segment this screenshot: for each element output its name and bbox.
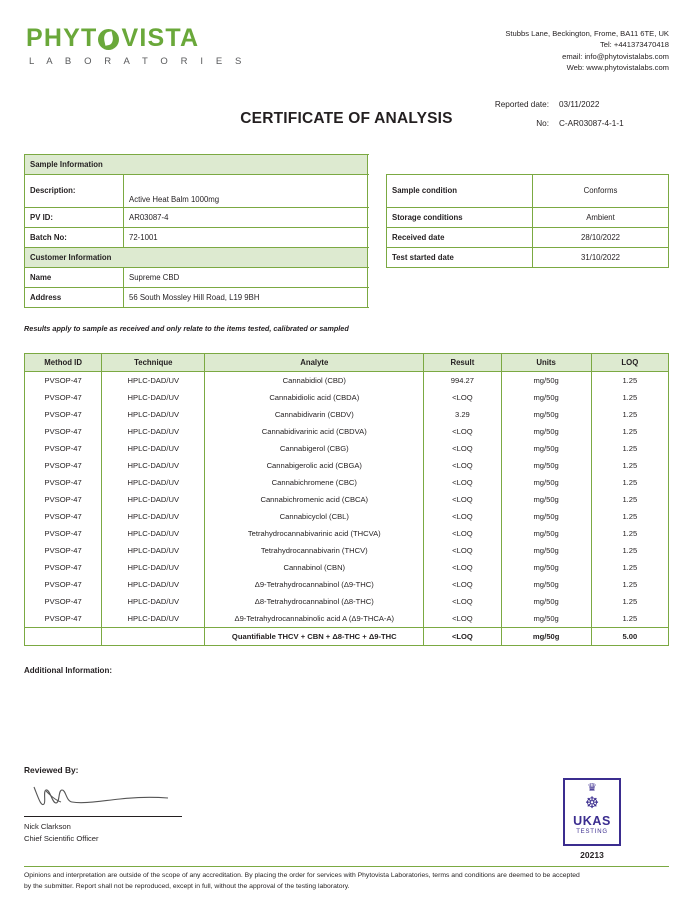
cell-loq: 1.25: [591, 491, 668, 508]
cell-technique: HPLC-DAD/UV: [102, 389, 205, 406]
cell-technique: HPLC-DAD/UV: [102, 371, 205, 389]
cell-analyte: Cannabigerolic acid (CBGA): [205, 457, 424, 474]
table-row: [25, 525, 669, 542]
cell-units: mg/50g: [501, 406, 591, 423]
cell-loq: 1.25: [591, 610, 668, 628]
column-header-units: Units: [501, 353, 591, 371]
sample-information-header-row: [25, 154, 669, 174]
cell-method: PVSOP-47: [25, 389, 102, 406]
customer-information-header: Customer Information: [25, 247, 368, 267]
cell-units: mg/50g: [501, 457, 591, 474]
cell-units: mg/50g: [501, 593, 591, 610]
cell-method: [25, 627, 102, 645]
cell-technique: HPLC-DAD/UV: [102, 440, 205, 457]
cell-technique: HPLC-DAD/UV: [102, 423, 205, 440]
cell-technique: HPLC-DAD/UV: [102, 508, 205, 525]
crown-icon: ♛: [587, 782, 597, 794]
cell-units: mg/50g: [501, 576, 591, 593]
cell-analyte: Quantifiable THCV + CBN + Δ8-THC + Δ9-THC: [205, 627, 424, 645]
cell-analyte: Cannabichromene (CBC): [205, 474, 424, 491]
table-row: [25, 593, 669, 610]
table-row: [25, 423, 669, 440]
cell-method: PVSOP-47: [25, 525, 102, 542]
customer-name-label: Name: [25, 267, 124, 287]
reviewed-by-label: Reviewed By:: [24, 765, 79, 775]
cell-analyte: Δ8-Tetrahydrocannabinol (Δ8-THC): [205, 593, 424, 610]
title-row: [24, 100, 669, 146]
results-body: [25, 371, 669, 645]
table-row: [25, 610, 669, 628]
storage-conditions-value: Ambient: [533, 207, 669, 227]
batch-value: 72-1001: [124, 227, 368, 247]
cell-method: PVSOP-47: [25, 559, 102, 576]
cell-units: mg/50g: [501, 423, 591, 440]
received-date-value: 28/10/2022: [533, 227, 669, 247]
cell-loq: 1.25: [591, 576, 668, 593]
sample-information-header: Sample Information: [25, 154, 368, 174]
results-header-row: [25, 353, 669, 371]
page-footer: [24, 866, 669, 892]
contact-address: Stubbs Lane, Beckington, Frome, BA11 6TE, UK: [505, 29, 669, 38]
description-row: [25, 174, 669, 207]
footer-line-1: Opinions and interpretation are outside of the scope of any accreditation. By placing the order for services with Phytovista Laboratories, terms and conditions are deemed to be accepted: [24, 872, 580, 879]
table-row: [25, 559, 669, 576]
cell-loq: 5.00: [591, 627, 668, 645]
column-header-analyte: Analyte: [205, 353, 424, 371]
pvid-value: AR03087-4: [124, 207, 368, 227]
cell-loq: 1.25: [591, 440, 668, 457]
cell-units: mg/50g: [501, 474, 591, 491]
description-value: Active Heat Balm 1000mg: [124, 174, 368, 207]
batch-label: Batch No:: [25, 227, 124, 247]
signatory-name: Nick Clarkson: [24, 822, 71, 831]
cell-units: mg/50g: [501, 508, 591, 525]
cell-loq: 1.25: [591, 457, 668, 474]
ukas-testing-label: TESTING: [576, 829, 608, 835]
cell-method: PVSOP-47: [25, 423, 102, 440]
footer-divider: [24, 866, 669, 867]
column-header-loq: LOQ: [591, 353, 668, 371]
cell-units: mg/50g: [501, 389, 591, 406]
cell-loq: 1.25: [591, 371, 668, 389]
cell-technique: HPLC-DAD/UV: [102, 559, 205, 576]
cell-result: 3.29: [424, 406, 501, 423]
cell-result: <LOQ: [424, 525, 501, 542]
table-row: [25, 389, 669, 406]
cell-result: <LOQ: [424, 593, 501, 610]
cell-technique: [102, 627, 205, 645]
description-label: Description:: [25, 174, 124, 207]
cell-units: mg/50g: [501, 627, 591, 645]
cell-result: <LOQ: [424, 423, 501, 440]
reported-date-label: Reported date:: [494, 99, 549, 109]
table-row: [25, 406, 669, 423]
signature-line: [24, 816, 182, 817]
ukas-box: [563, 778, 621, 846]
cell-technique: HPLC-DAD/UV: [102, 525, 205, 542]
additional-information-label: Additional Information:: [24, 665, 112, 675]
results-disclaimer: Results apply to sample as received and only relate to the items tested, calibrated or sampled: [24, 323, 349, 333]
page-title: CERTIFICATE OF ANALYSIS: [240, 109, 453, 127]
column-header-method-id: Method ID: [25, 353, 102, 371]
cell-result: <LOQ: [424, 610, 501, 628]
table-row: [25, 474, 669, 491]
cell-result: <LOQ: [424, 508, 501, 525]
customer-address-row: [25, 287, 669, 307]
ukas-number: 20213: [580, 850, 604, 860]
cell-method: PVSOP-47: [25, 508, 102, 525]
cell-technique: HPLC-DAD/UV: [102, 542, 205, 559]
logo-wordmark: [26, 26, 246, 51]
ukas-wordmark: UKAS: [573, 814, 611, 828]
cell-analyte: Tetrahydrocannabivarin (THCV): [205, 542, 424, 559]
cell-technique: HPLC-DAD/UV: [102, 474, 205, 491]
table-spacer: [368, 154, 387, 174]
cell-units: mg/50g: [501, 371, 591, 389]
table-row: [25, 542, 669, 559]
cell-result: <LOQ: [424, 474, 501, 491]
cell-technique: HPLC-DAD/UV: [102, 576, 205, 593]
cell-analyte: Δ9-Tetrahydrocannabinolic acid A (Δ9-THCA-A): [205, 610, 424, 628]
sample-condition-label: Sample condition: [387, 174, 533, 207]
cell-analyte: Cannabidivarin (CBDV): [205, 406, 424, 423]
cell-method: PVSOP-47: [25, 593, 102, 610]
signature-block: [24, 765, 354, 843]
cell-technique: HPLC-DAD/UV: [102, 593, 205, 610]
contact-tel: Tel: +441373470418: [599, 40, 669, 50]
signature-image: [28, 781, 183, 811]
test-started-label: Test started date: [387, 247, 533, 267]
table-row: [25, 491, 669, 508]
cell-analyte: Cannabidivarinic acid (CBDVA): [205, 423, 424, 440]
cell-analyte: Cannabichromenic acid (CBCA): [205, 491, 424, 508]
ukas-symbol-icon: ☸: [584, 793, 600, 812]
results-total-row: [25, 627, 669, 645]
logo-text-part1: PHYT: [26, 24, 98, 52]
document-no-label: No:: [536, 118, 549, 128]
cell-result: <LOQ: [424, 576, 501, 593]
cell-method: PVSOP-47: [25, 610, 102, 628]
cell-loq: 1.25: [591, 559, 668, 576]
cell-method: PVSOP-47: [25, 491, 102, 508]
cell-units: mg/50g: [501, 610, 591, 628]
leaf-icon: [98, 28, 120, 50]
results-table: [24, 353, 669, 646]
page-header: [24, 0, 669, 74]
received-date-label: Received date: [387, 227, 533, 247]
test-started-value: 31/10/2022: [533, 247, 669, 267]
cell-units: mg/50g: [501, 491, 591, 508]
contact-web: Web: www.phytovistalabs.com: [566, 63, 669, 73]
customer-address-value: 56 South Mossley Hill Road, L19 9BH: [124, 287, 368, 307]
table-row: [25, 440, 669, 457]
pvid-row: [25, 207, 669, 227]
table-row: [25, 508, 669, 525]
cell-loq: 1.25: [591, 389, 668, 406]
footer-line-2: by the submitter. Report shall not be reproduced, except in full, without the approval of the testing laboratory.: [24, 882, 350, 890]
ukas-accreditation-mark: [561, 778, 623, 860]
storage-conditions-label: Storage conditions: [387, 207, 533, 227]
sample-condition-value: Conforms: [533, 174, 669, 207]
cell-method: PVSOP-47: [25, 542, 102, 559]
customer-information-header-row: [25, 247, 669, 267]
reported-date-row: [399, 100, 669, 109]
customer-name-row: [25, 267, 669, 287]
cell-result: <LOQ: [424, 627, 501, 645]
cell-analyte: Δ9-Tetrahydrocannabinol (Δ9-THC): [205, 576, 424, 593]
cell-analyte: Tetrahydrocannabivarinic acid (THCVA): [205, 525, 424, 542]
cell-units: mg/50g: [501, 559, 591, 576]
cell-analyte: Cannabicyclol (CBL): [205, 508, 424, 525]
company-contact-block: [505, 26, 669, 74]
cell-technique: HPLC-DAD/UV: [102, 491, 205, 508]
cell-technique: HPLC-DAD/UV: [102, 610, 205, 628]
column-header-result: Result: [424, 353, 501, 371]
cell-analyte: Cannabidiolic acid (CBDA): [205, 389, 424, 406]
cell-loq: 1.25: [591, 525, 668, 542]
cell-loq: 1.25: [591, 423, 668, 440]
table-row: [25, 457, 669, 474]
cell-technique: HPLC-DAD/UV: [102, 457, 205, 474]
cell-method: PVSOP-47: [25, 457, 102, 474]
cell-loq: 1.25: [591, 406, 668, 423]
cell-method: PVSOP-47: [25, 474, 102, 491]
column-header-technique: Technique: [102, 353, 205, 371]
cell-analyte: Cannabinol (CBN): [205, 559, 424, 576]
cell-units: mg/50g: [501, 440, 591, 457]
document-no-value: C-AR03087-4-1-1: [559, 118, 624, 128]
cell-technique: HPLC-DAD/UV: [102, 406, 205, 423]
cell-result: <LOQ: [424, 559, 501, 576]
cell-units: mg/50g: [501, 542, 591, 559]
cell-analyte: Cannabigerol (CBG): [205, 440, 424, 457]
cell-loq: 1.25: [591, 542, 668, 559]
cell-method: PVSOP-47: [25, 371, 102, 389]
customer-name-value: Supreme CBD: [124, 267, 368, 287]
contact-email: email: info@phytovistalabs.com: [562, 51, 669, 61]
cell-result: <LOQ: [424, 542, 501, 559]
customer-address-label: Address: [25, 287, 124, 307]
cell-result: <LOQ: [424, 457, 501, 474]
cell-method: PVSOP-47: [25, 576, 102, 593]
cell-result: <LOQ: [424, 491, 501, 508]
company-logo: [24, 26, 246, 67]
pvid-label: PV ID:: [25, 207, 124, 227]
table-row: [25, 576, 669, 593]
cell-result: <LOQ: [424, 440, 501, 457]
cell-method: PVSOP-47: [25, 440, 102, 457]
batch-row: [25, 227, 669, 247]
reported-date-value: 03/11/2022: [559, 99, 600, 109]
cell-loq: 1.25: [591, 593, 668, 610]
cell-result: <LOQ: [424, 389, 501, 406]
cell-analyte: Cannabidiol (CBD): [205, 371, 424, 389]
cell-loq: 1.25: [591, 474, 668, 491]
cell-method: PVSOP-47: [25, 406, 102, 423]
table-row: [25, 371, 669, 389]
logo-text-part2: VISTA: [121, 24, 200, 52]
sample-information-table: [24, 154, 669, 308]
signatory-role: Chief Scientific Officer: [24, 834, 99, 843]
cell-loq: 1.25: [591, 508, 668, 525]
logo-subtitle: L A B O R A T O R I E S: [29, 56, 247, 67]
cell-units: mg/50g: [501, 525, 591, 542]
cell-result: 994.27: [424, 371, 501, 389]
